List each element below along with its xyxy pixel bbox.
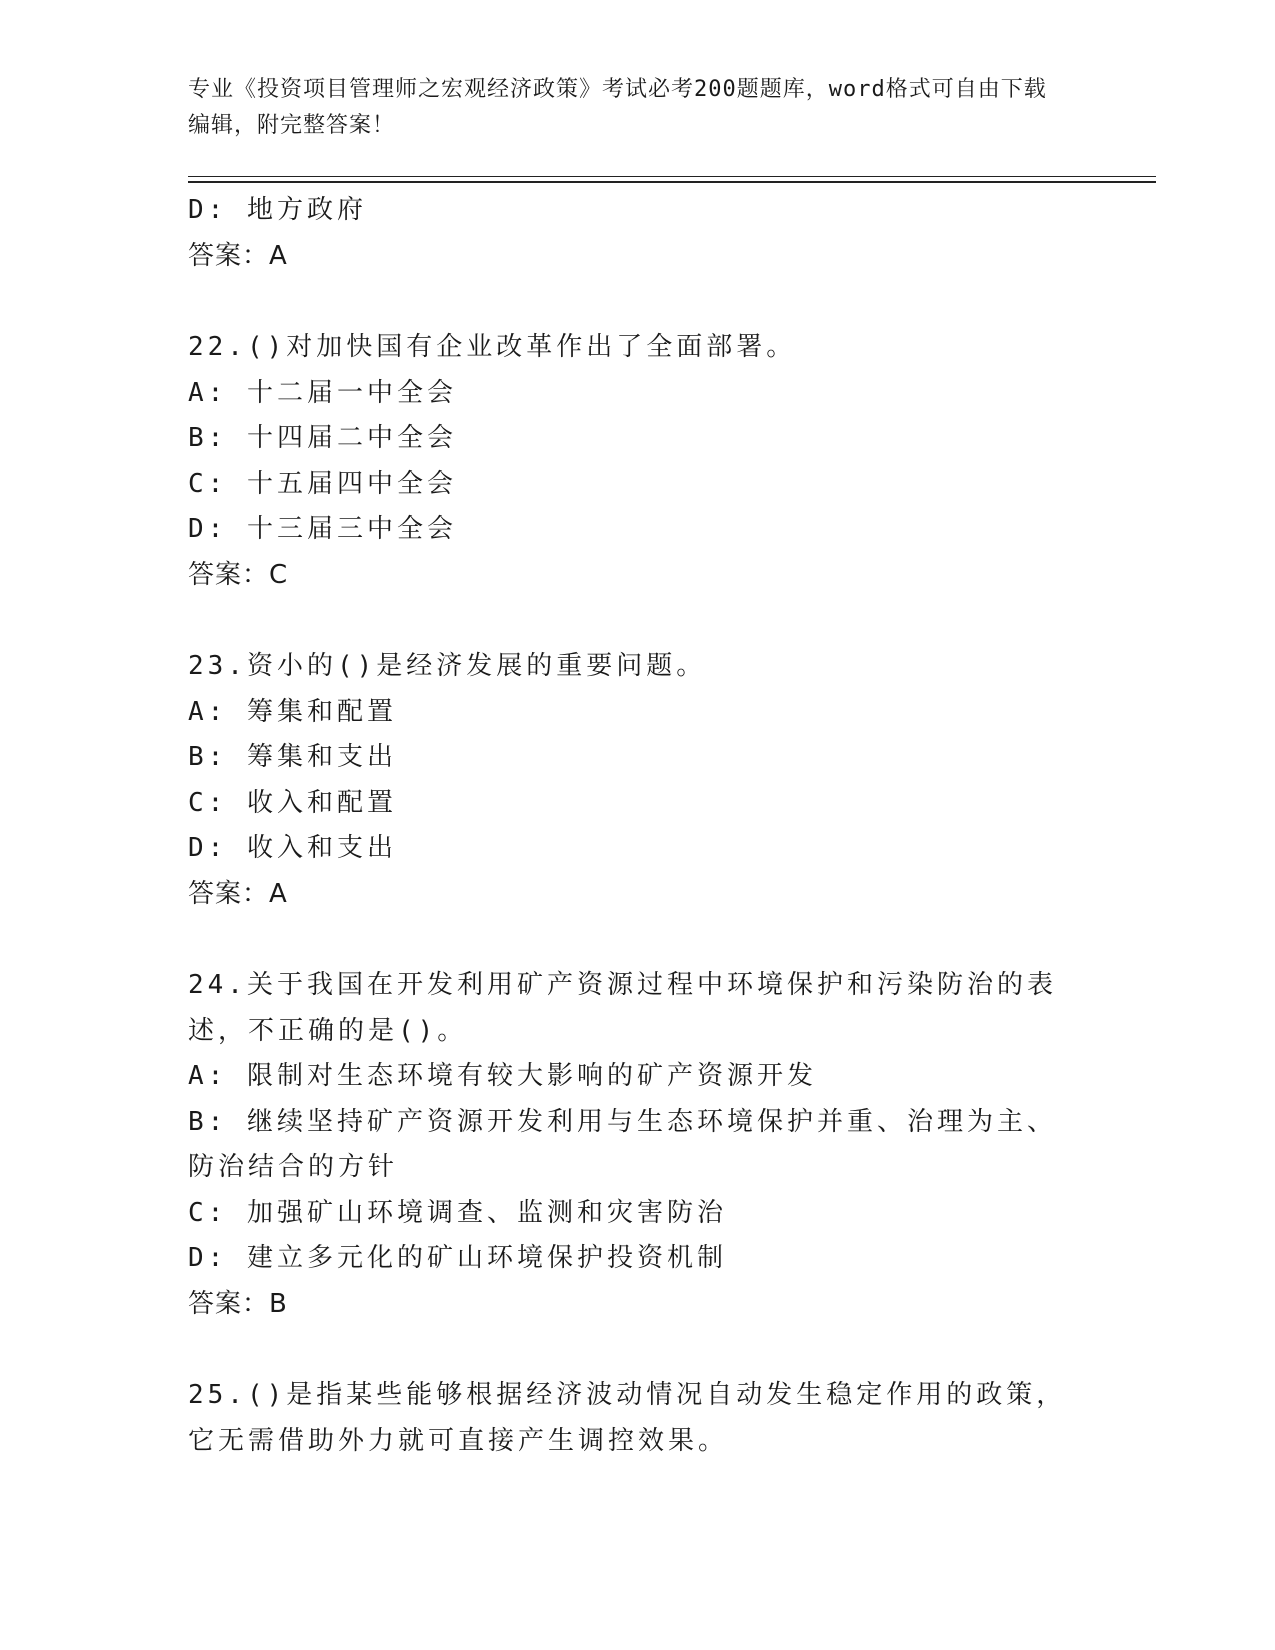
option-b: B: 十四届二中全会 — [188, 423, 457, 453]
question-stem: 24.关于我国在开发利用矿产资源过程中环境保护和污染防治的表述，不正确的是()。 — [188, 970, 1057, 1046]
option-a: A: 筹集和配置 — [188, 696, 397, 727]
answer: 答案：A — [188, 240, 288, 271]
option-b: B: 继续坚持矿产资源开发利用与生态环境保护并重、治理为主、防治结合的方针 — [188, 1106, 1057, 1182]
answer: 答案：A — [188, 878, 288, 909]
question-22 — [188, 325, 1088, 598]
header-divider-thick — [188, 181, 1156, 183]
answer: 答案：C — [188, 559, 289, 590]
option-a: A: 十二届一中全会 — [188, 377, 457, 408]
option-c: C: 收入和配置 — [188, 787, 397, 818]
question-stem: 23.资小的()是经济发展的重要问题。 — [188, 651, 707, 681]
option-a: A: 限制对生态环境有较大影响的矿产资源开发 — [188, 1061, 817, 1091]
option-c: C: 加强矿山环境调查、监测和灾害防治 — [188, 1197, 727, 1228]
option-c: C: 十五届四中全会 — [188, 468, 457, 499]
question-24 — [188, 963, 1088, 1327]
question-23 — [188, 644, 1088, 917]
question-list — [188, 188, 1088, 1464]
option-d: D: 收入和支出 — [188, 833, 397, 863]
option-d: D: 建立多元化的矿山环境保护投资机制 — [188, 1243, 727, 1273]
option-b: B: 筹集和支出 — [188, 742, 397, 772]
question-21-tail — [188, 188, 1088, 279]
answer: 答案：B — [188, 1288, 288, 1319]
header-divider-thin — [188, 176, 1156, 177]
option-d: D: 十三届三中全会 — [188, 514, 457, 544]
question-stem: 25.()是指某些能够根据经济波动情况自动发生稳定作用的政策，它无需借助外力就可直接产生调控效果。 — [188, 1380, 1067, 1456]
question-25 — [188, 1373, 1088, 1464]
question-stem: 22.()对加快国有企业改革作出了全面部署。 — [188, 332, 797, 362]
document-header: 专业《投资项目管理师之宏观经济政策》考试必考200题题库，word格式可自由下载编辑，附完整答案！ — [188, 77, 1047, 138]
option-d: D: 地方政府 — [188, 195, 367, 225]
